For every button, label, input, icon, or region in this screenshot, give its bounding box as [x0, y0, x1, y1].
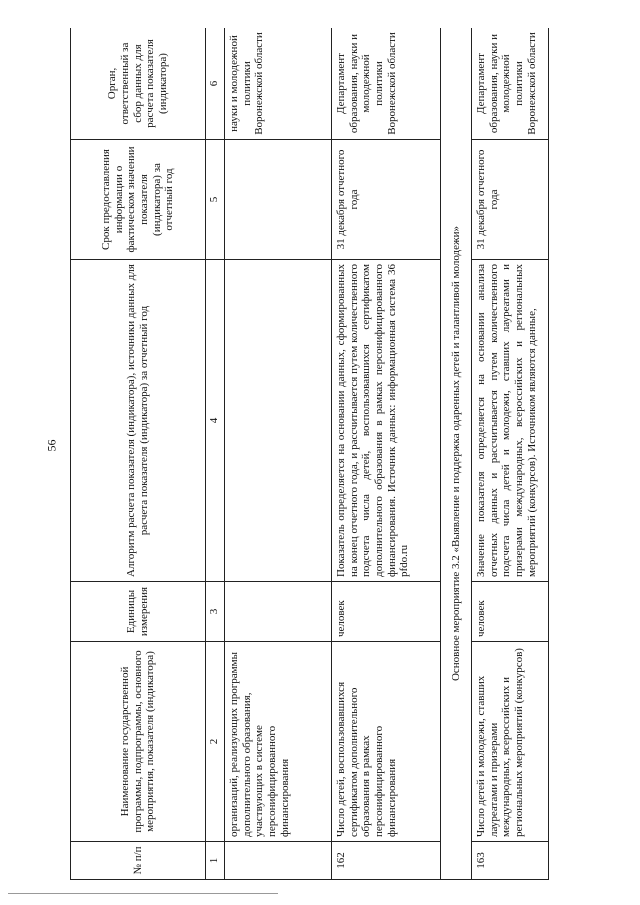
header-deadline: Срок предоставления информации о фактическом значении показателя (индикатора) за отчетный год — [71, 140, 206, 260]
row-organ: Департамент образования, науки и молодежной политики Воронежской области — [332, 28, 441, 140]
indicators-table — [70, 28, 549, 880]
row-deadline: 31 декабря отчетного года — [472, 140, 549, 260]
row-organ: науки и молодежной политики Воронежской области — [225, 28, 332, 140]
header-algorithm: Алгоритм расчета показателя (индикатора), источники данных для расчета показателя (индикатора) за отчетный год — [71, 260, 206, 582]
column-number: 5 — [206, 140, 225, 260]
row-unit: человек — [472, 582, 549, 642]
row-num — [225, 842, 332, 880]
row-unit: человек — [332, 582, 441, 642]
column-number-row — [206, 28, 225, 880]
header-name: Наименование государственной программы, подпрограммы, основного мероприятия, показателя (индикатора) — [71, 642, 206, 842]
column-number: 6 — [206, 28, 225, 140]
column-number: 3 — [206, 582, 225, 642]
section-title: Основное мероприятие 3.2 «Выявление и поддержка одаренных детей и талантливой молодежи» — [441, 28, 472, 880]
rotated-page — [70, 28, 630, 880]
column-number: 1 — [206, 842, 225, 880]
column-number: 2 — [206, 642, 225, 842]
header-organ: Орган, ответственный за сбор данных для расчета показателя (индикатора) — [71, 28, 206, 140]
row-algorithm: Значение показателя определяется на основании анализа отчетных данных и рассчитывается путем количественного подсчета числа детей и молодежи, ставших лауреатами и призерами международных, всероссийских и региональных мероприятий (конкурсов). Источником являются данные, — [472, 260, 549, 582]
table-row — [332, 28, 441, 880]
row-algorithm — [225, 260, 332, 582]
row-algorithm: Показатель определяется на основании данных, сформированных на конец отчетного года, и рассчитывается путем количественного подсчета числа детей, воспользовавшихся сертификатом дополнительного образования в рамках персонифицированного финансирования. Источник данных: информационная система 36 pfdo.ru — [332, 260, 441, 582]
section-row — [441, 28, 472, 880]
header-row — [71, 28, 206, 880]
page-number: 56 — [44, 439, 59, 452]
row-deadline — [225, 140, 332, 260]
table-row — [472, 28, 549, 880]
row-num: 162 — [332, 842, 441, 880]
header-num: № п/п — [71, 842, 206, 880]
row-name: Число детей и молодежи, ставших лауреатами и призерами международных, всероссийских и региональных мероприятий (конкурсов) — [472, 642, 549, 842]
table-row — [225, 28, 332, 880]
row-organ: Департамент образования, науки и молодежной политики Воронежской области — [472, 28, 549, 140]
row-num: 163 — [472, 842, 549, 880]
column-number: 4 — [206, 260, 225, 582]
bottom-rule — [8, 893, 278, 894]
row-name: организаций, реализующих программы дополнительного образования, участвующих в системе персонифицированного финансирования — [225, 642, 332, 842]
row-unit — [225, 582, 332, 642]
row-name: Число детей, воспользовавшихся сертификатом дополнительного образования в рамках персонифицированного финансирования — [332, 642, 441, 842]
header-unit: Единицы измерения — [71, 582, 206, 642]
row-deadline: 31 декабря отчетного года — [332, 140, 441, 260]
document-sheet — [70, 28, 630, 880]
